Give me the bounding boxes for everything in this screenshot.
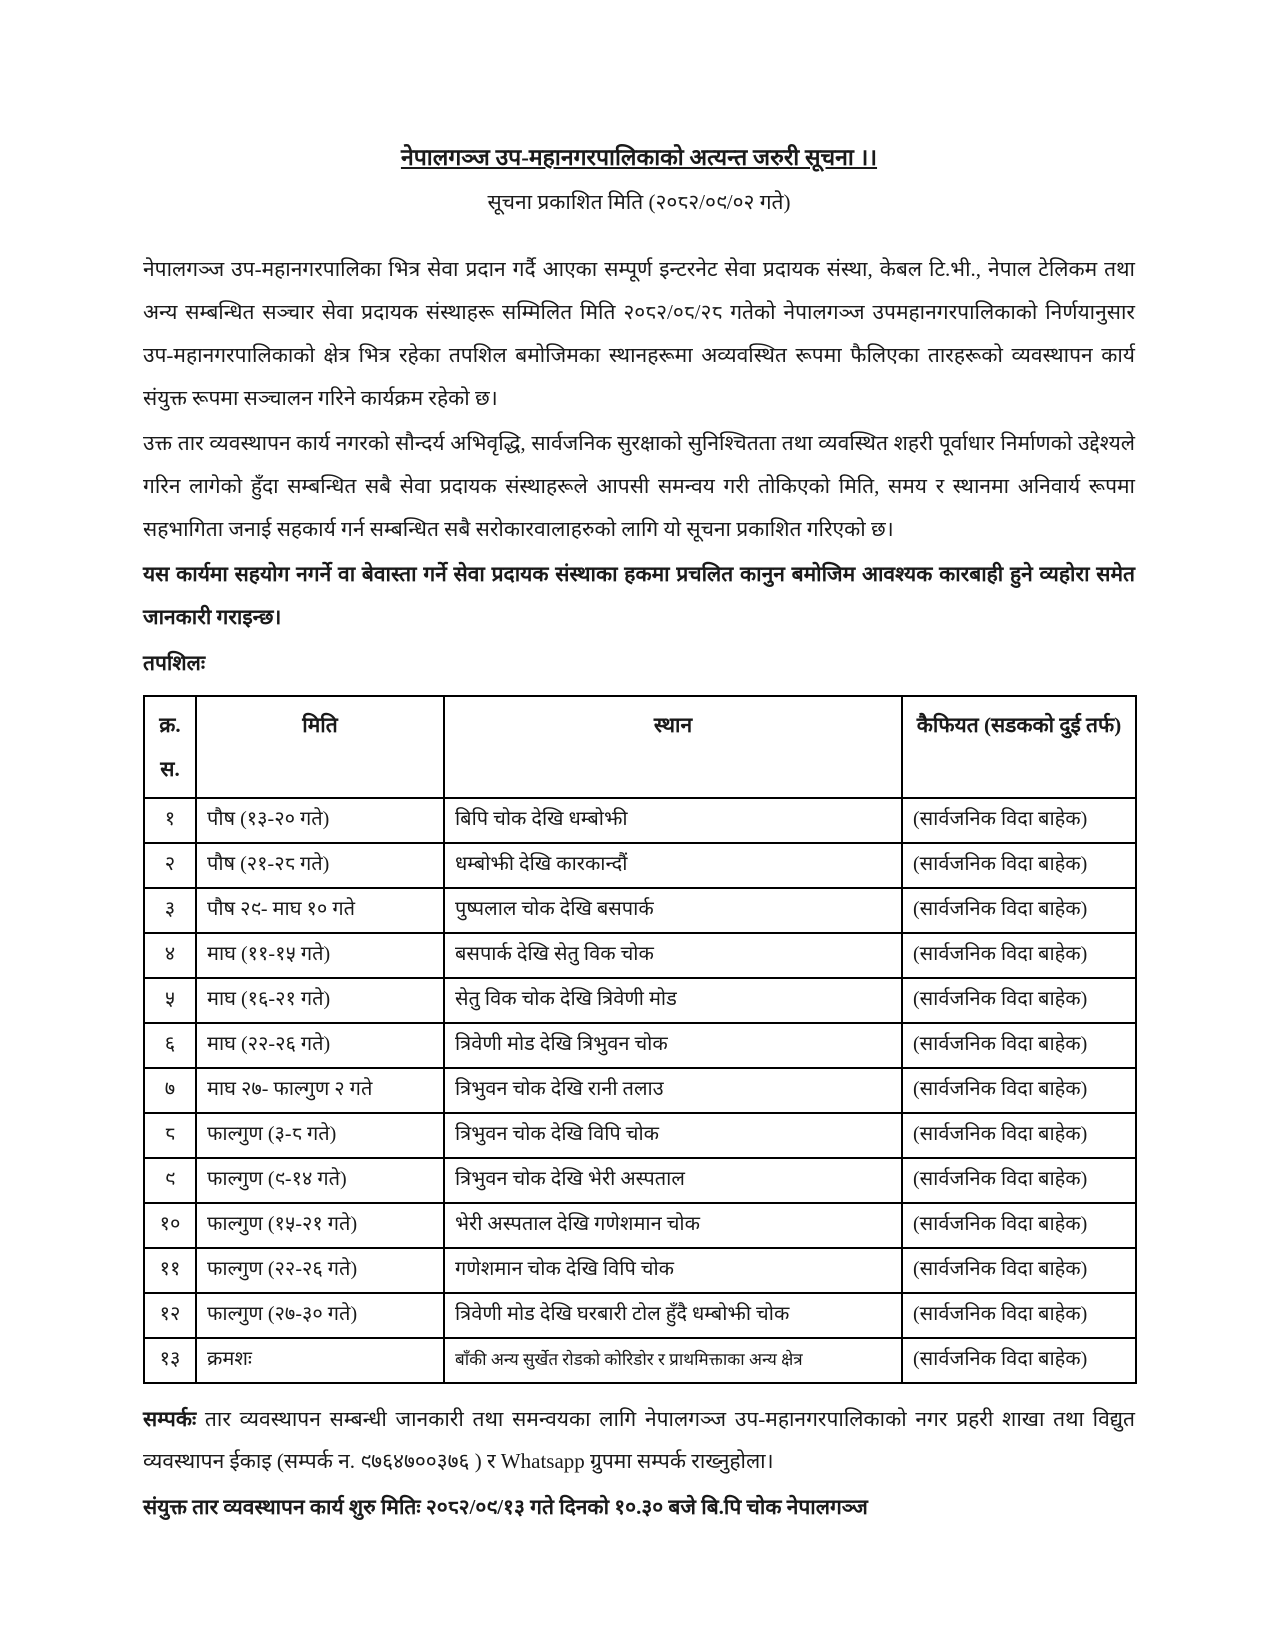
table-row — [144, 888, 1136, 933]
table-row — [144, 1068, 1136, 1113]
row-serial-number: १० — [144, 1203, 196, 1248]
warning-paragraph: यस कार्यमा सहयोग नगर्ने वा बेवास्ता गर्ने सेवा प्रदायक संस्थाका हकमा प्रचलित कानुन बमोजिम आवश्यक कारबाही हुने व्यहोरा समेत जानकारी गराइन्छ। — [143, 561, 1135, 629]
contact-paragraph — [143, 1398, 1135, 1482]
row-date: पौष (२१-२८ गते) — [196, 843, 444, 888]
contact-label: सम्पर्कः — [143, 1406, 197, 1431]
row-place: धम्बोझी देखि कारकान्दौं — [444, 843, 902, 888]
schedule-table — [143, 695, 1137, 1384]
contact-text: तार व्यवस्थापन सम्बन्धी जानकारी तथा समन्वयका लागि नेपालगञ्ज उप-महानगरपालिकाको नगर प्रहरी शाखा तथा विद्युत व्यवस्थापन ईकाइ (सम्पर्क न. ९७६४७००३७६ ) र Whatsapp ग्रुपमा सम्पर्क राख्नुहोला। — [143, 1406, 1135, 1473]
table-row — [144, 1113, 1136, 1158]
table-row — [144, 1248, 1136, 1293]
row-place: त्रिभुवन चोक देखि भेरी अस्पताल — [444, 1158, 902, 1203]
purpose-paragraph: उक्त तार व्यवस्थापन कार्य नगरको सौन्दर्य अभिवृद्धि, सार्वजनिक सुरक्षाको सुनिश्चितता तथा व्यवस्थित शहरी पूर्वाधार निर्माणको उद्देश्यले गरिन लागेको हुँदा सम्बन्धित सबै सेवा प्रदायक संस्थाहरूले आपसी समन्वय गरी तोकिएको मिति, समय र स्थानमा अनिवार्य रूपमा सहभागिता जनाई सहकार्य गर्न सम्बन्धित सबै सरोकारवालाहरुको लागि यो सूचना प्रकाशित गरिएको छ। — [143, 430, 1135, 541]
row-date: फाल्गुण (१५-२१ गते) — [196, 1203, 444, 1248]
table-row — [144, 978, 1136, 1023]
table-row — [144, 843, 1136, 888]
row-place: सेतु विक चोक देखि त्रिवेणी मोड — [444, 978, 902, 1023]
table-row — [144, 1023, 1136, 1068]
header-date: मिति — [196, 696, 444, 798]
row-serial-number: २ — [144, 843, 196, 888]
row-remark: (सार्वजनिक विदा बाहेक) — [902, 933, 1136, 978]
row-place: बाँकी अन्य सुर्खेत रोडको कोरिडोर र प्राथमिक्ताका अन्य क्षेत्र — [444, 1338, 902, 1383]
row-serial-number: १३ — [144, 1338, 196, 1383]
row-place: बिपि चोक देखि धम्बोझी — [444, 798, 902, 843]
table-row — [144, 1338, 1136, 1383]
schedule-table-body — [144, 798, 1136, 1383]
header-place: स्थान — [444, 696, 902, 798]
row-serial-number: ११ — [144, 1248, 196, 1293]
row-date: माघ (१६-२१ गते) — [196, 978, 444, 1023]
table-row — [144, 1293, 1136, 1338]
row-date: फाल्गुण (२७-३० गते) — [196, 1293, 444, 1338]
row-date: फाल्गुण (२२-२६ गते) — [196, 1248, 444, 1293]
row-remark: (सार्वजनिक विदा बाहेक) — [902, 798, 1136, 843]
header-remark: कैफियत (सडकको दुई तर्फ) — [902, 696, 1136, 798]
row-date: माघ (२२-२६ गते) — [196, 1023, 444, 1068]
row-date: क्रमशः — [196, 1338, 444, 1383]
table-row — [144, 933, 1136, 978]
row-date: पौष (१३-२० गते) — [196, 798, 444, 843]
row-remark: (सार्वजनिक विदा बाहेक) — [902, 1338, 1136, 1383]
published-date-line: सूचना प्रकाशित मिति (२०८२/०९/०२ गते) — [487, 190, 791, 215]
row-serial-number: ६ — [144, 1023, 196, 1068]
row-place: त्रिवेणी मोड देखि घरबारी टोल हुँदै धम्बोझी चोक — [444, 1293, 902, 1338]
row-serial-number: ८ — [144, 1113, 196, 1158]
row-place: त्रिभुवन चोक देखि विपि चोक — [444, 1113, 902, 1158]
row-remark: (सार्वजनिक विदा बाहेक) — [902, 888, 1136, 933]
row-date: माघ २७- फाल्गुण २ गते — [196, 1068, 444, 1113]
row-remark: (सार्वजनिक विदा बाहेक) — [902, 1158, 1136, 1203]
row-date: फाल्गुण (३-८ गते) — [196, 1113, 444, 1158]
row-place: गणेशमान चोक देखि विपि चोक — [444, 1248, 902, 1293]
row-place: पुष्पलाल चोक देखि बसपार्क — [444, 888, 902, 933]
row-place: त्रिवेणी मोड देखि त्रिभुवन चोक — [444, 1023, 902, 1068]
intro-paragraph: नेपालगञ्ज उप-महानगरपालिका भित्र सेवा प्रदान गर्दै आएका सम्पूर्ण इन्टरनेट सेवा प्रदायक संस्था, केबल टि.भी., नेपाल टेलिकम तथा अन्य सम्बन्धित सञ्चार सेवा प्रदायक संस्थाहरू सम्मिलित मिति २०८२/०८/२८ गतेको नेपालगञ्ज उपमहानगरपालिकाको निर्णयानुसार उप-महानगरपालिकाको क्षेत्र भित्र रहेका तपशिल बमोजिमका स्थानहरूमा अव्यवस्थित रूपमा फैलिएका तारहरूको व्यवस्थापन कार्य संयुक्त रूपमा सञ्चालन गरिने कार्यक्रम रहेको छ। — [143, 256, 1135, 410]
start-date-line: संयुक्त तार व्यवस्थापन कार्य शुरु मितिः २०८२/०९/१३ गते दिनको १०.३० बजे बि.पि चोक नेपालगञ्ज — [143, 1494, 868, 1519]
header-row — [144, 696, 1136, 798]
row-place: भेरी अस्पताल देखि गणेशमान चोक — [444, 1203, 902, 1248]
schedule-table-header — [144, 696, 1136, 798]
details-label: तपशिलः — [143, 651, 206, 675]
header-serial-number: क्र. स. — [144, 696, 196, 798]
row-serial-number: १२ — [144, 1293, 196, 1338]
row-remark: (सार्वजनिक विदा बाहेक) — [902, 978, 1136, 1023]
table-row — [144, 1158, 1136, 1203]
row-place: त्रिभुवन चोक देखि रानी तलाउ — [444, 1068, 902, 1113]
row-serial-number: १ — [144, 798, 196, 843]
table-row — [144, 1203, 1136, 1248]
row-serial-number: ४ — [144, 933, 196, 978]
row-serial-number: ९ — [144, 1158, 196, 1203]
row-date: फाल्गुण (९-१४ गते) — [196, 1158, 444, 1203]
row-serial-number: ३ — [144, 888, 196, 933]
row-remark: (सार्वजनिक विदा बाहेक) — [902, 1068, 1136, 1113]
row-remark: (सार्वजनिक विदा बाहेक) — [902, 843, 1136, 888]
row-remark: (सार्वजनिक विदा बाहेक) — [902, 1113, 1136, 1158]
row-remark: (सार्वजनिक विदा बाहेक) — [902, 1293, 1136, 1338]
row-date: पौष २९- माघ १० गते — [196, 888, 444, 933]
row-serial-number: ७ — [144, 1068, 196, 1113]
row-remark: (सार्वजनिक विदा बाहेक) — [902, 1203, 1136, 1248]
row-remark: (सार्वजनिक विदा बाहेक) — [902, 1248, 1136, 1293]
table-row — [144, 798, 1136, 843]
row-date: माघ (११-१५ गते) — [196, 933, 444, 978]
row-serial-number: ५ — [144, 978, 196, 1023]
row-place: बसपार्क देखि सेतु विक चोक — [444, 933, 902, 978]
page-title: नेपालगञ्ज उप-महानगरपालिकाको अत्यन्त जरुरी सूचना ।। — [400, 145, 878, 170]
row-remark: (सार्वजनिक विदा बाहेक) — [902, 1023, 1136, 1068]
